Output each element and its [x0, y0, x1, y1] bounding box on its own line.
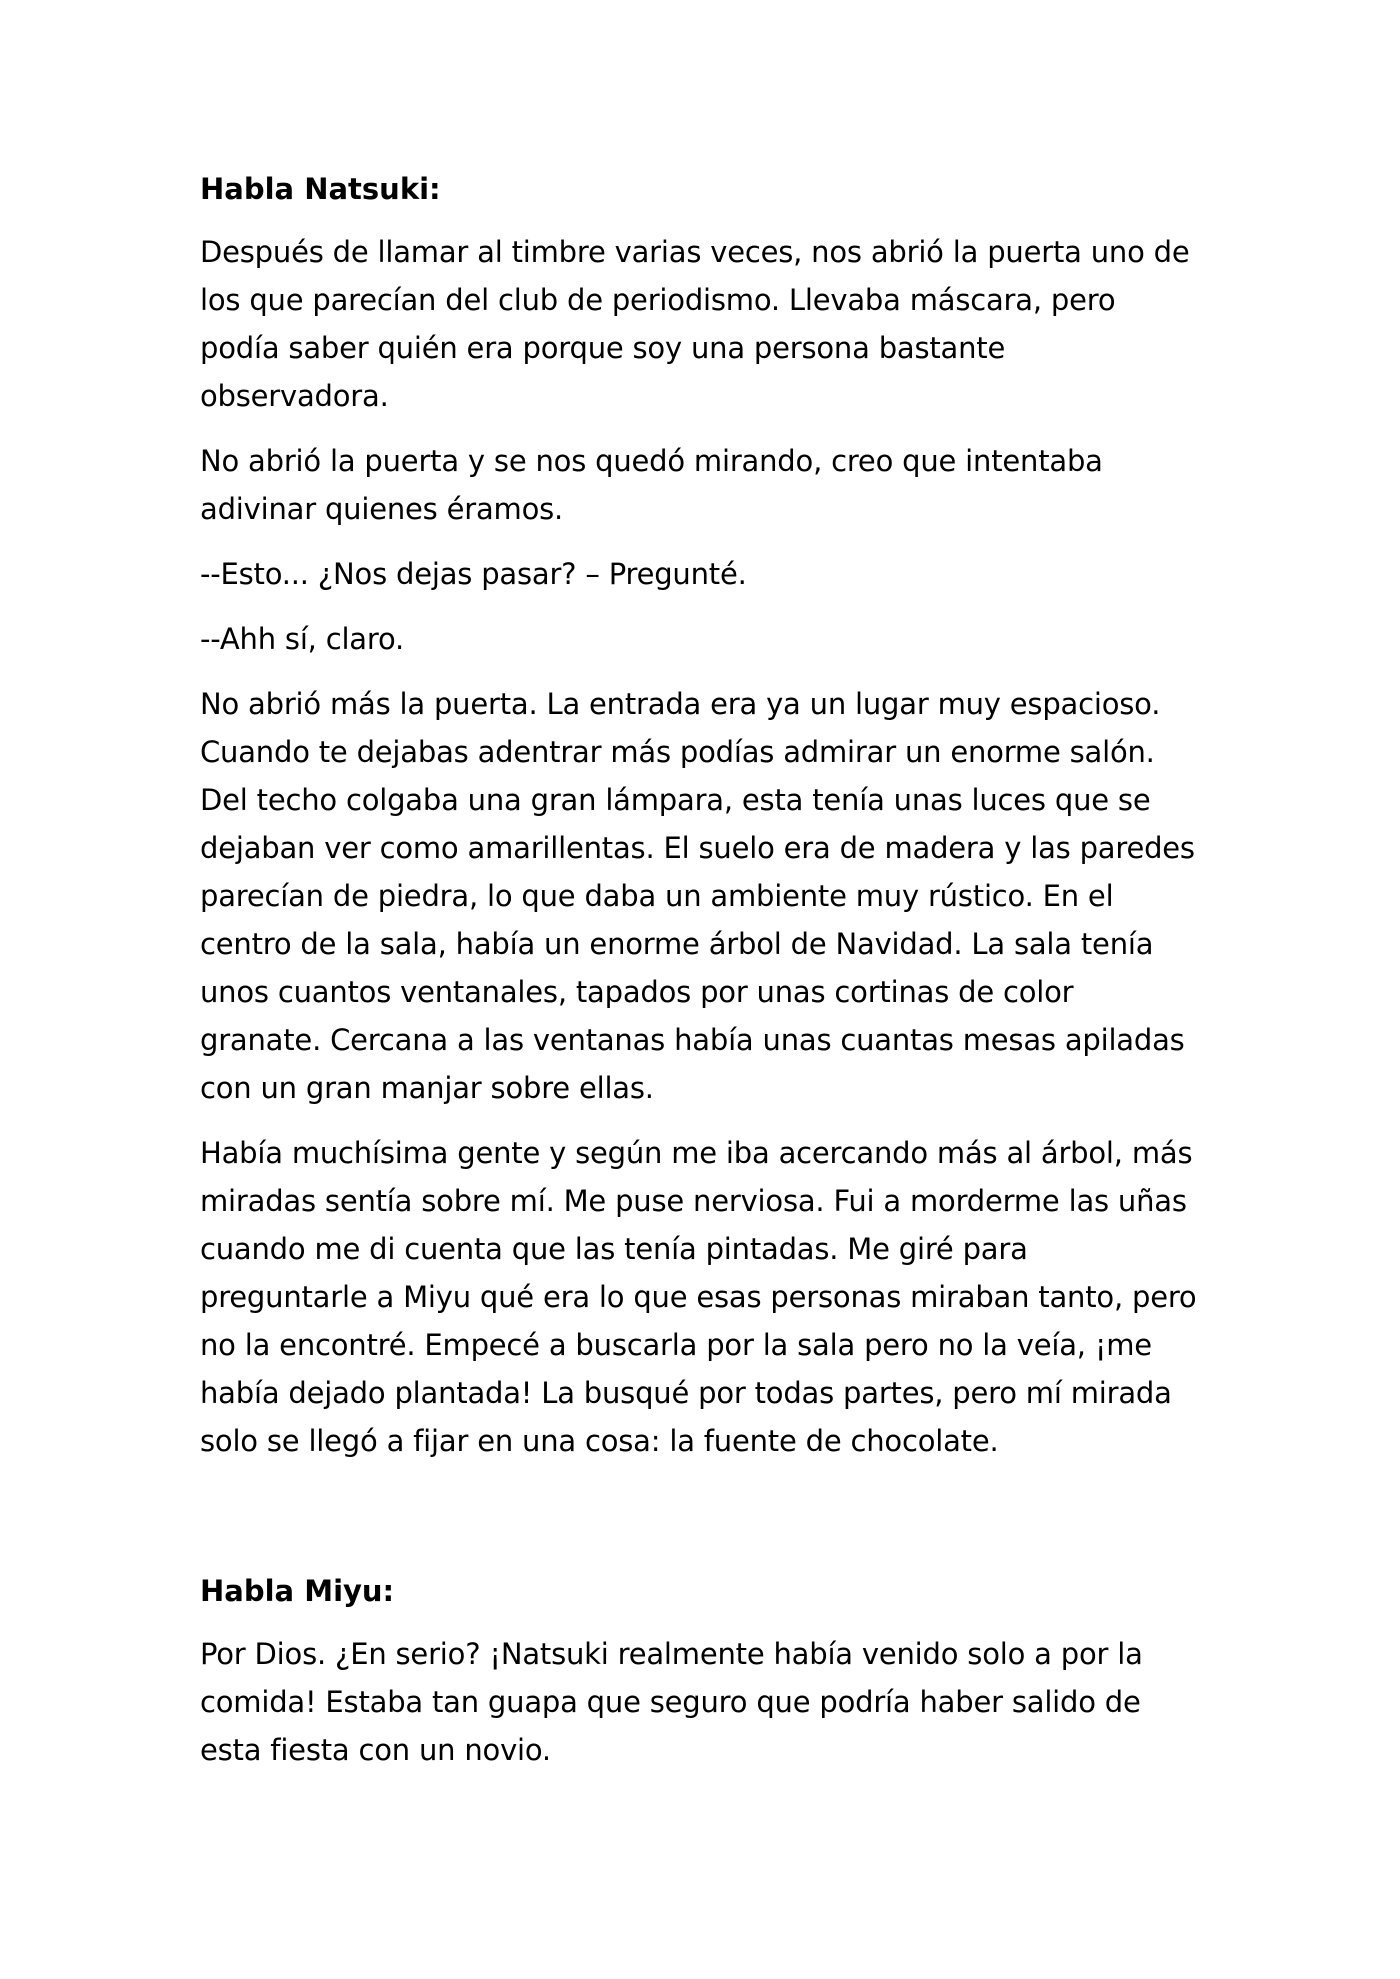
paragraph: No abrió más la puerta. La entrada era ya un lugar muy espacioso. Cuando te dejabas adentrar más podías admirar un enorme salón. Del techo colgaba una gran lámpara, esta tenía unas luces que se dejaban ver como amarillentas. El suelo era de madera y las paredes parecían de piedra, lo que daba un ambiente muy rústico. En el centro de la sala, había un enorme árbol de Navidad. La sala tenía unos cuantos ventanales, tapados por unas cortinas de color granate. Cercana a las ventanas había unas cuantas mesas apiladas con un gran manjar sobre ellas. — [200, 687, 1195, 1105]
section-heading-miyu: Habla Miyu: — [200, 1574, 395, 1608]
dialogue-line: --Ahh sí, claro. — [200, 622, 405, 656]
section-heading-natsuki: Habla Natsuki: — [200, 172, 441, 206]
dialogue-line: --Esto... ¿Nos dejas pasar? – Pregunté. — [200, 557, 747, 591]
paragraph: Había muchísima gente y según me iba acercando más al árbol, más miradas sentía sobre mí. Me puse nerviosa. Fui a morderme las uñas cuando me di cuenta que las tenía pintadas. Me giré para preguntarle a Miyu qué era lo que esas personas miraban tanto, pero no la encontré. Empecé a buscarla por la sala pero no la veía, ¡me había dejado plantada! La busqué por todas partes, pero mí mirada solo se llegó a fijar en una cosa: la fuente de chocolate. — [200, 1136, 1197, 1458]
paragraph: Por Dios. ¿En serio? ¡Natsuki realmente había venido solo a por la comida! Estaba tan guapa que seguro que podría haber salido de esta fiesta con un novio. — [200, 1637, 1143, 1767]
section-spacer — [200, 1482, 1200, 1567]
paragraph: No abrió la puerta y se nos quedó mirando, creo que intentaba adivinar quienes éramos. — [200, 444, 1103, 526]
paragraph: Después de llamar al timbre varias veces, nos abrió la puerta uno de los que parecían del club de periodismo. Llevaba máscara, pero podía saber quién era porque soy una persona bastante observadora. — [200, 235, 1190, 413]
